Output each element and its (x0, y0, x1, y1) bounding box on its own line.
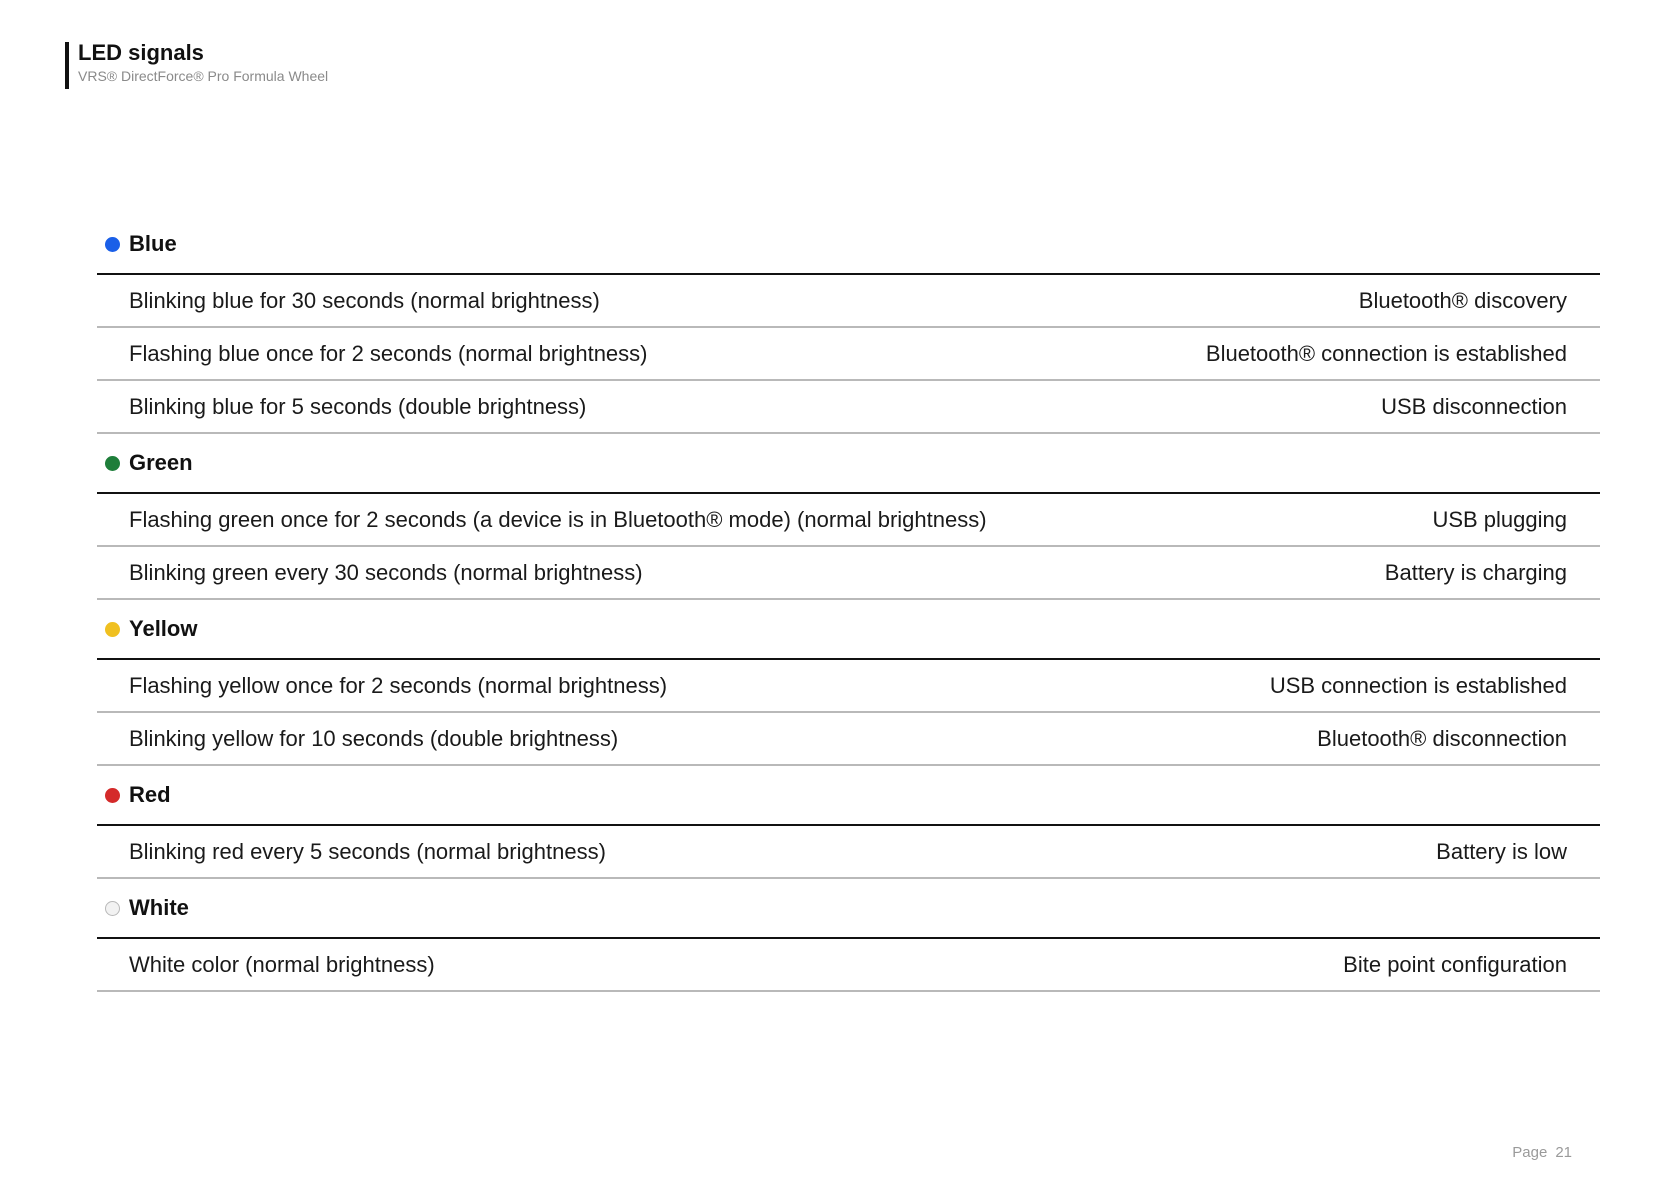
page-number (1512, 1144, 1572, 1161)
signal-description: Flashing blue once for 2 seconds (normal brightness) (129, 340, 648, 366)
signal-description: Flashing green once for 2 seconds (a device is in Bluetooth® mode) (normal brightness) (129, 506, 987, 532)
page-subtitle: VRS® DirectForce® Pro Formula Wheel (78, 68, 329, 84)
signal-meaning: Bite point configuration (1343, 951, 1567, 977)
signal-meaning: Bluetooth® disconnection (1317, 725, 1567, 751)
group-label: Red (129, 782, 171, 807)
table-row (97, 660, 1600, 713)
group-header-yellow (97, 600, 1600, 660)
table-row (97, 547, 1600, 600)
group-header-green (97, 434, 1600, 494)
signal-meaning: Bluetooth® connection is established (1205, 340, 1567, 366)
white-dot-icon (105, 901, 120, 916)
led-signals-table (97, 215, 1600, 992)
signal-description: Blinking blue for 30 seconds (normal brightness) (129, 287, 600, 313)
signal-description: Blinking green every 30 seconds (normal brightness) (129, 559, 643, 585)
table-row (97, 328, 1600, 381)
page-header (65, 42, 328, 89)
yellow-dot-icon (105, 622, 120, 637)
red-dot-icon (105, 788, 120, 803)
signal-meaning: Bluetooth® discovery (1358, 287, 1567, 313)
signal-meaning: USB disconnection (1381, 393, 1567, 419)
table-row (97, 713, 1600, 766)
signal-description: Flashing yellow once for 2 seconds (normal brightness) (129, 672, 668, 698)
group-label: Yellow (129, 616, 198, 641)
group-header-blue (97, 215, 1600, 275)
table-row (97, 939, 1600, 992)
table-row (97, 494, 1600, 547)
signal-description: Blinking blue for 5 seconds (double brightness) (129, 393, 587, 419)
green-dot-icon (105, 456, 120, 471)
table-row (97, 381, 1600, 434)
page-title: LED signals (78, 40, 204, 65)
signal-meaning: Battery is charging (1384, 559, 1567, 585)
group-header-white (97, 879, 1600, 939)
page-number-value: 21 (1555, 1144, 1572, 1161)
table-row (97, 275, 1600, 328)
signal-description: Blinking red every 5 seconds (normal brightness) (129, 838, 606, 864)
blue-dot-icon (105, 237, 120, 252)
group-label: Green (129, 450, 193, 475)
signal-description: White color (normal brightness) (129, 951, 435, 977)
signal-meaning: USB connection is established (1269, 672, 1567, 698)
group-label: White (129, 895, 189, 920)
table-row (97, 826, 1600, 879)
signal-description: Blinking yellow for 10 seconds (double brightness) (129, 725, 619, 751)
page-label: Page (1512, 1144, 1548, 1161)
group-label: Blue (129, 231, 177, 256)
signal-meaning: USB plugging (1432, 506, 1567, 532)
signal-meaning: Battery is low (1436, 838, 1567, 864)
group-header-red (97, 766, 1600, 826)
